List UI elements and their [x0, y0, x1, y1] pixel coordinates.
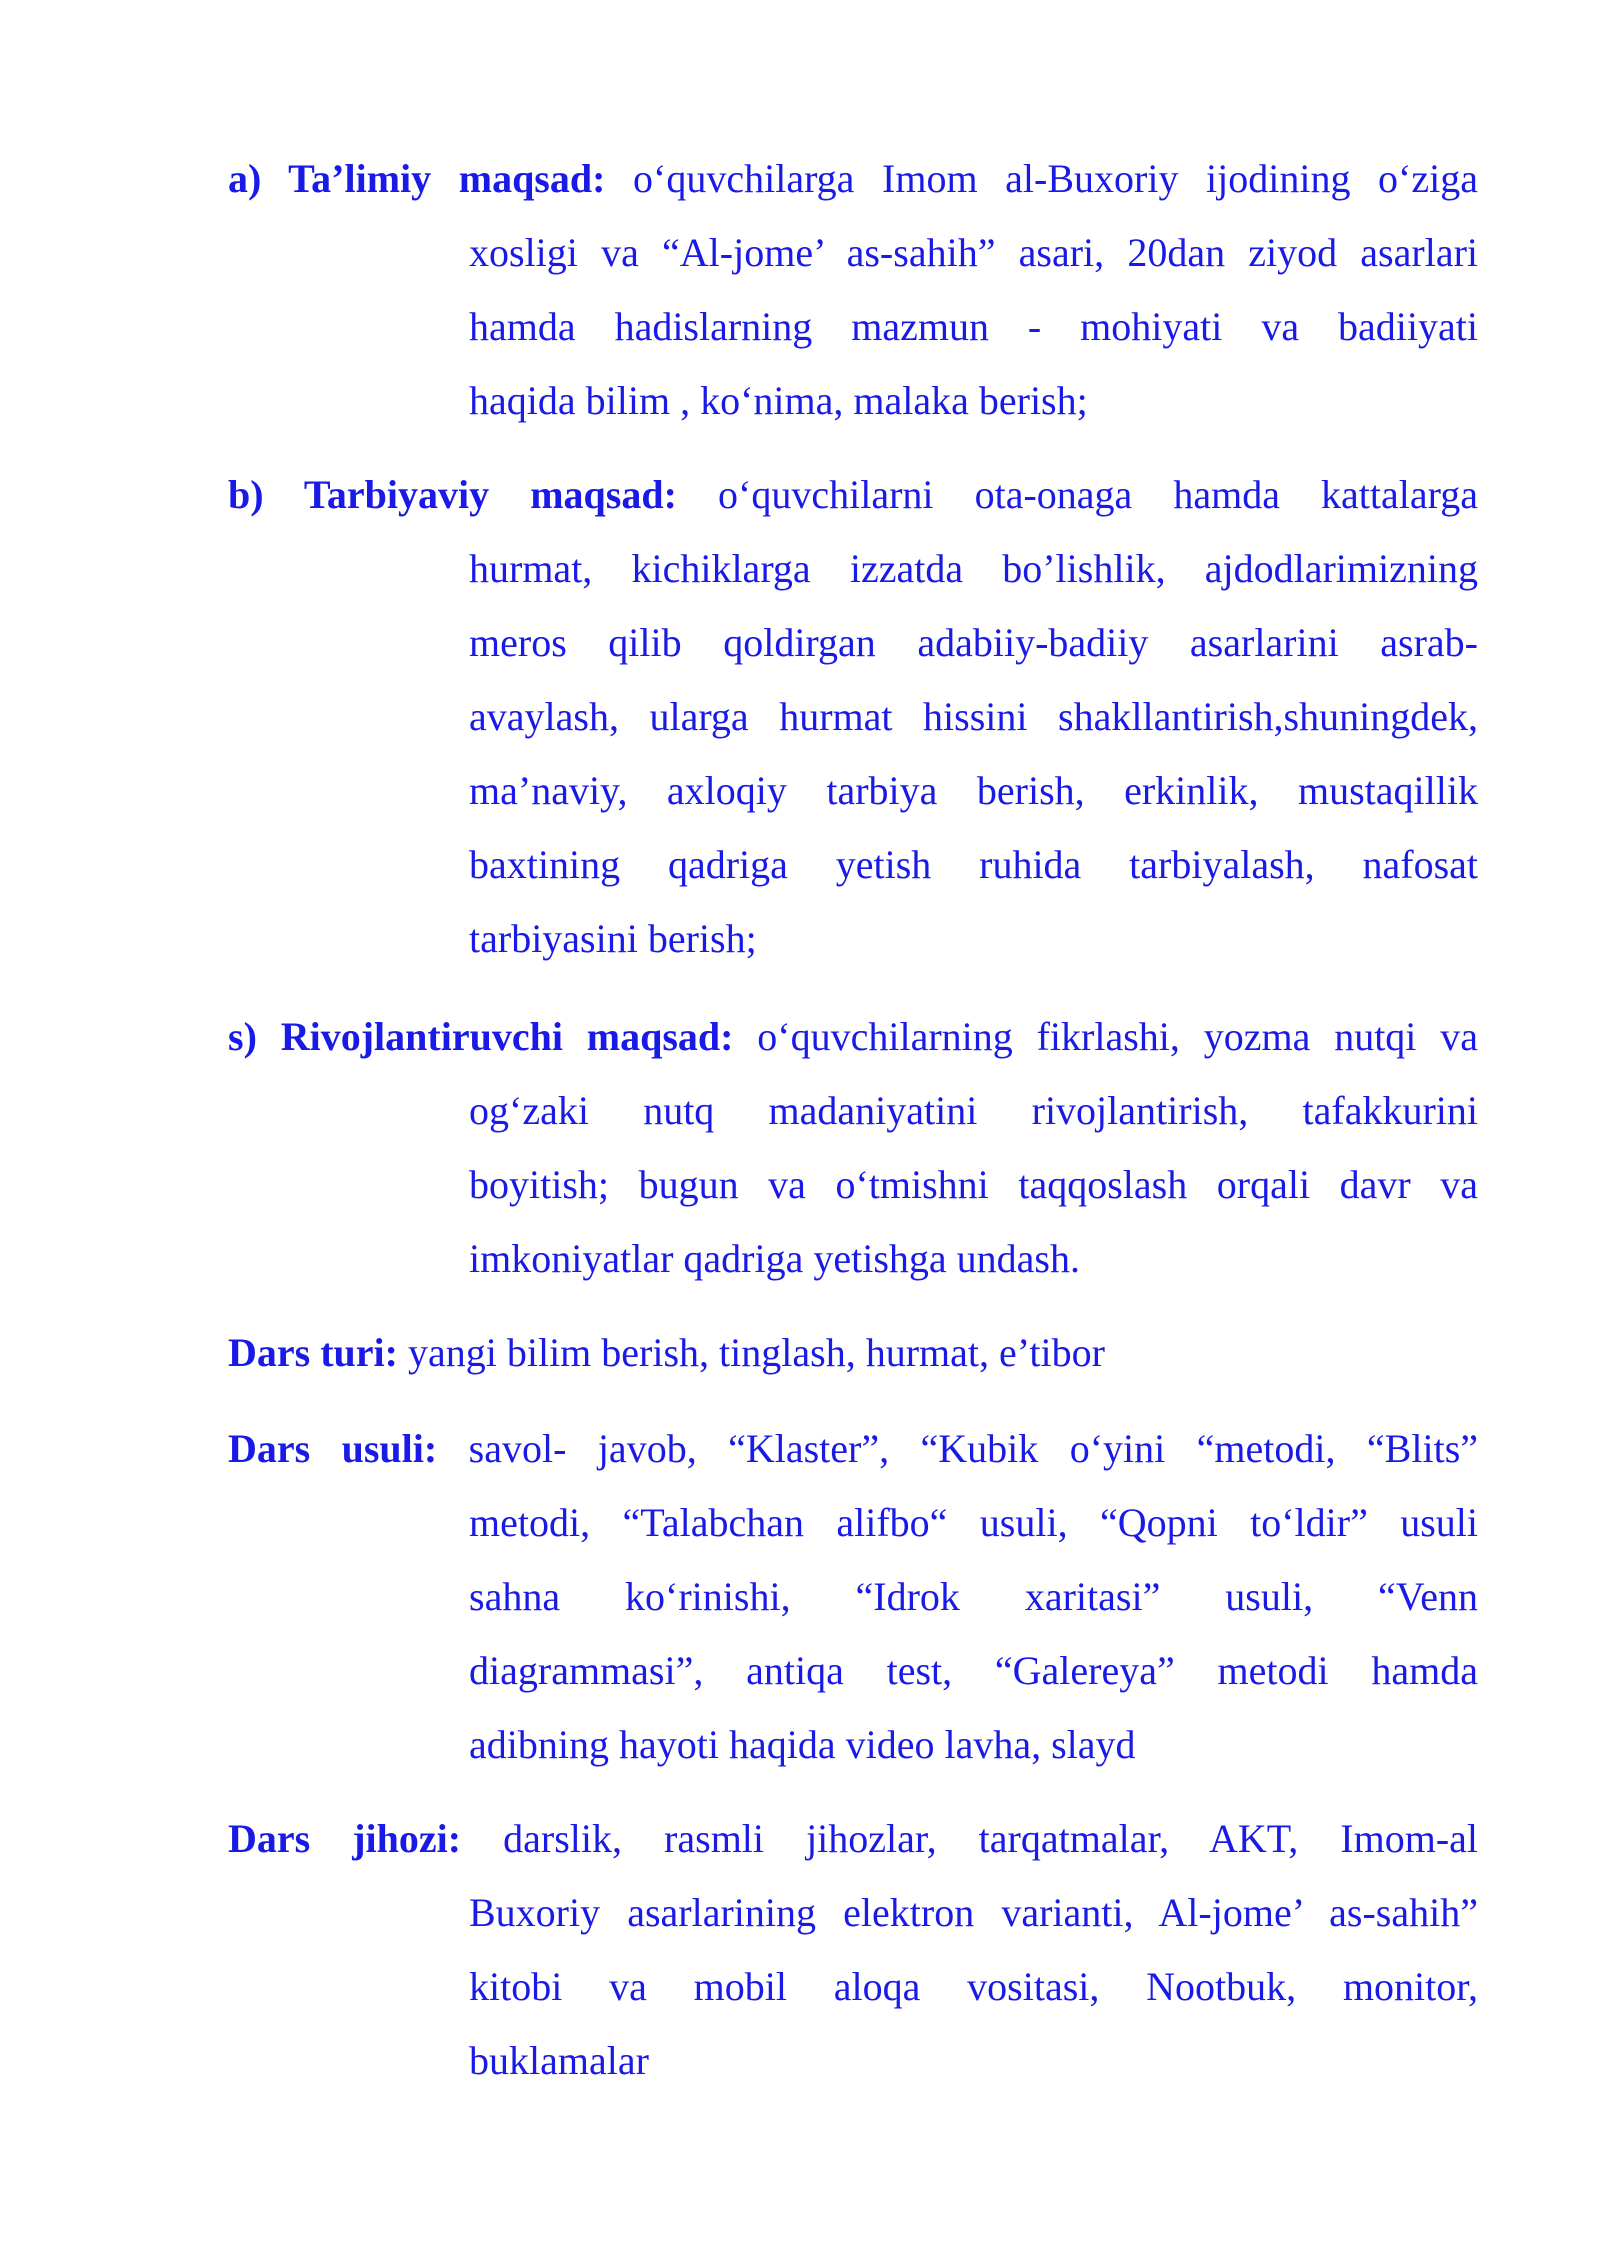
section-talimiy-maqsad	[228, 142, 1478, 438]
section-label: Dars usuli:	[228, 1426, 438, 1471]
paragraph-first-line	[228, 1412, 1478, 1486]
paragraph-line: xosligi va “Al-jome’ as-sahih” asari, 20dan ziyod asarlari	[469, 230, 1478, 275]
section-text: savol- javob, “Klaster”, “Kubik o‘yini “metodi, “Blits”	[468, 1426, 1478, 1471]
paragraph-line: boyitish; bugun va o‘tmishni taqqoslash orqali davr va	[469, 1162, 1478, 1207]
section-text: o‘quvchilarni ota-onaga hamda kattalarga	[718, 472, 1478, 517]
section-dars-usuli	[228, 1412, 1478, 1782]
paragraph-first-line	[228, 458, 1478, 532]
paragraph-first-line	[228, 1316, 1478, 1390]
paragraph-line: haqida bilim , ko‘nima, malaka berish;	[469, 378, 1088, 423]
paragraph-first-line	[228, 1000, 1478, 1074]
section-label: Dars jihozi:	[228, 1816, 462, 1861]
section-rivojlantiruvchi-maqsad	[228, 1000, 1478, 1296]
paragraph-first-line	[228, 142, 1478, 216]
paragraph-line: tarbiyasini berish;	[469, 916, 757, 961]
paragraph-line: metodi, “Talabchan alifbo“ usuli, “Qopni to‘ldir” usuli	[469, 1500, 1478, 1545]
section-dars-jihozi	[228, 1802, 1478, 2098]
section-dars-turi	[228, 1316, 1478, 1390]
paragraph-line: meros qilib qoldirgan adabiiy-badiiy asarlarini asrab-	[469, 620, 1478, 665]
paragraph-line: hurmat, kichiklarga izzatda bo’lishlik, ajdodlarimizning	[469, 546, 1478, 591]
paragraph-line: adibning hayoti haqida video lavha, slayd	[469, 1722, 1136, 1767]
section-text: darslik, rasmli jihozlar, tarqatmalar, AKT, Imom-al	[503, 1816, 1478, 1861]
paragraph-line: ma’naviy, axloqiy tarbiya berish, erkinlik, mustaqillik	[469, 768, 1478, 813]
paragraph-line: buklamalar	[469, 2038, 649, 2083]
paragraph-line: avaylash, ularga hurmat hissini shakllantirish,shuningdek,	[469, 694, 1478, 739]
section-tarbiyaviy-maqsad	[228, 458, 1478, 976]
section-label: a) Ta’limiy maqsad:	[228, 156, 606, 201]
paragraph-line: og‘zaki nutq madaniyatini rivojlantirish, tafakkurini	[469, 1088, 1478, 1133]
paragraph-first-line	[228, 1802, 1478, 1876]
paragraph-line: hamda hadislarning mazmun - mohiyati va badiiyati	[469, 304, 1478, 349]
paragraph-line: kitobi va mobil aloqa vositasi, Nootbuk, monitor,	[469, 1964, 1478, 2009]
section-text: o‘quvchilarning fikrlashi, yozma nutqi va	[757, 1014, 1478, 1059]
section-text: yangi bilim berish, tinglash, hurmat, e’tibor	[407, 1330, 1105, 1375]
section-label: b) Tarbiyaviy maqsad:	[228, 472, 677, 517]
section-label: s) Rivojlantiruvchi maqsad:	[228, 1014, 734, 1059]
paragraph-line: diagrammasi”, antiqa test, “Galereya” metodi hamda	[469, 1648, 1478, 1693]
section-label: Dars turi:	[228, 1330, 398, 1375]
paragraph-line: imkoniyatlar qadriga yetishga undash.	[469, 1236, 1080, 1281]
paragraph-line: Buxoriy asarlarining elektron varianti, Al-jome’ as-sahih”	[469, 1890, 1478, 1935]
paragraph-line: sahna ko‘rinishi, “Idrok xaritasi” usuli, “Venn	[469, 1574, 1478, 1619]
paragraph-line: baxtining qadriga yetish ruhida tarbiyalash, nafosat	[469, 842, 1478, 887]
section-text: o‘quvchilarga Imom al-Buxoriy ijodining o‘ziga	[633, 156, 1478, 201]
